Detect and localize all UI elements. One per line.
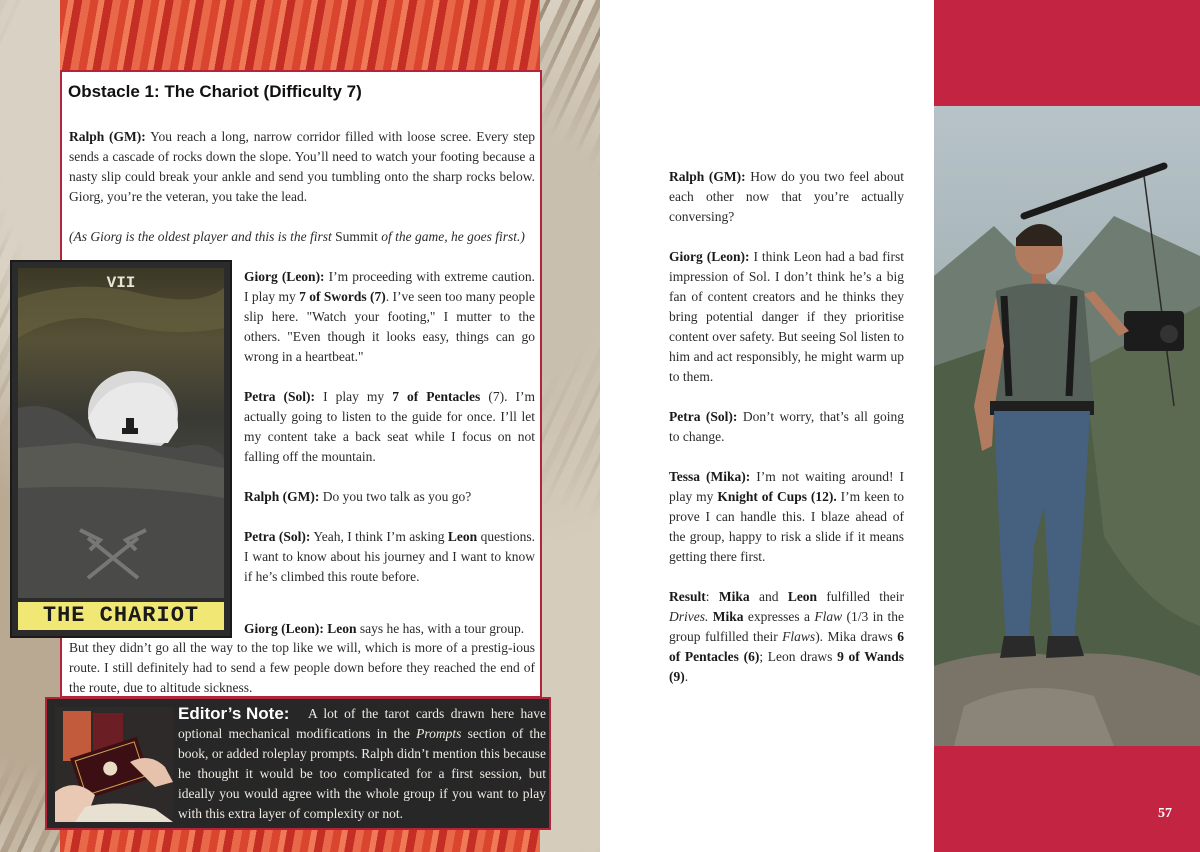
card-reference: Knight of Cups (12). <box>717 489 837 504</box>
speaker: Tessa (Mika): <box>669 469 751 484</box>
card-reference: 7 of Pentacles <box>392 389 481 404</box>
dialogue-end: questions. I want to know about his journey and I want to know if he’s climbed this route before. <box>244 529 535 584</box>
paragraph-petra-3 <box>669 407 904 447</box>
text: and <box>749 589 788 604</box>
dialogue: I’m proceeding with extreme caution. I play my <box>244 269 535 304</box>
speaker: Ralph (GM): <box>69 129 146 144</box>
paragraph-petra-2 <box>244 527 535 587</box>
result-label: Result <box>669 589 706 604</box>
tarot-card-name: THE CHARIOT <box>18 602 224 630</box>
page-number: 57 <box>1158 806 1172 821</box>
paragraph-giorg-2-cont: But they didn’t go all the way to the top like we will, which is more of a prestig-ious route. I still definitely had to send a few people down before they reached the end of the route, due to altitude sickness. <box>69 640 535 695</box>
man-with-camera-rig-image <box>934 106 1200 746</box>
name-mika: Mika <box>718 589 750 604</box>
text: . <box>684 669 689 684</box>
mountain-photographer-photo <box>934 106 1200 746</box>
paragraph-ralph-2 <box>244 487 535 507</box>
paragraph-result <box>669 587 904 687</box>
note-body: A lot of the tarot cards drawn here have optional mechanical modifications in the <box>178 706 546 741</box>
name-mika: Mika <box>708 609 744 624</box>
editors-note-title: Editor’s Note: <box>178 704 290 723</box>
speaker: Petra (Sol): <box>244 529 311 544</box>
paragraph-ralph-1 <box>69 127 535 207</box>
obstacle-title: Obstacle 1: The Chariot (Difficulty 7) <box>68 82 362 101</box>
text: : <box>705 589 719 604</box>
name-leon: Leon <box>447 529 478 544</box>
dialogue-end: . I’ve seen too many people slip here. "Watch your footing," I mutter to the others. "Even though it looks easy, things can go wrong in a heartbeat." <box>244 289 536 364</box>
text: ). Mika draws <box>815 629 898 644</box>
speaker: Giorg (Leon): <box>669 249 750 264</box>
text: expresses a <box>743 609 815 624</box>
paragraph-giorg-2-start <box>244 619 535 639</box>
dialogue: I play my <box>315 389 393 404</box>
red-rock-band-bottom <box>60 828 540 852</box>
tarot-card-art <box>18 268 224 598</box>
speaker: Petra (Sol): <box>244 389 316 404</box>
note-prompts: Prompts <box>416 726 462 741</box>
card-reference: 9 of Wands (9) <box>669 649 905 684</box>
dialogue-end: I’m keen to prove I can handle this. I blaze ahead of the group, happy to risk a slide if it means getting there first. <box>669 489 904 564</box>
card-reference: 7 of Swords (7) <box>299 289 386 304</box>
name-leon: Leon <box>787 589 818 604</box>
text: ; Leon draws <box>759 649 838 664</box>
aside-summit: Summit <box>335 229 378 244</box>
note-body-end: section of the book, or added roleplay prompts. Ralph didn’t mention this because he thought it would be too complicated for a first session, but ideally you would agree with the whole group if you want to play with this extra layer of complexity or not. <box>178 726 547 821</box>
text: fulfilled their <box>817 589 904 604</box>
speaker: Petra (Sol): <box>669 409 738 424</box>
dialogue: Yeah, I think I’m asking <box>310 529 448 544</box>
dialogue: Do you two talk as you go? <box>319 489 472 504</box>
text: (1/3 in the group fulfilled their <box>669 609 904 644</box>
aside-text-end: of the game, he goes first.) <box>377 229 525 244</box>
tarot-numeral: VII <box>106 274 136 292</box>
paragraph-giorg-1 <box>244 267 535 367</box>
speaker: Giorg (Leon): <box>244 269 325 284</box>
term-flaw: Flaw <box>814 609 843 624</box>
paragraph-petra-1 <box>244 387 535 467</box>
tarot-card-chariot <box>10 260 232 638</box>
term-flaws: Flaws <box>782 629 816 644</box>
speaker: Ralph (GM): <box>669 169 746 184</box>
dialogue-end: (7). I’m actually going to listen to the guide for once. I’ll let my content take a back seat while I focus on not falling off the mountain. <box>244 389 535 464</box>
aside-text: (As Giorg is the oldest player and this is the first <box>69 229 336 244</box>
mountain-goat-illustration <box>18 268 224 598</box>
red-rock-band-top <box>60 0 540 72</box>
dialogue: I’m not waiting around! I play my <box>669 469 904 504</box>
paragraph-aside <box>69 227 535 247</box>
paragraph-ralph-3 <box>669 167 904 227</box>
paragraph-giorg-3 <box>669 247 904 387</box>
paragraph-tessa <box>669 467 904 567</box>
tarot-hands-photo <box>55 707 173 822</box>
speaker: Ralph (GM): <box>244 489 320 504</box>
dialogue: You reach a long, narrow corridor filled with loose scree. Every step sends a cascade of rocks down the slope. You’ll need to watch your footing because a nasty slip could break your ankle and send you tumbling onto the sharp rocks below. Giorg, you’re the veteran, you take the lead. <box>69 129 536 204</box>
dialogue: How do you two feel about each other now that you’re actually conversing? <box>669 169 904 224</box>
dialogue: I think Leon had a bad first impression of Sol. I don’t think he’s a big fan of content creators and he thinks they bring potential danger if they prioritise content over safety. But seeing Sol listen to him and act responsibly, he might warm up to them. <box>669 249 904 384</box>
name-leon: Leon <box>327 621 357 636</box>
dialogue: Don’t worry, that’s all going to change. <box>669 409 904 444</box>
hands-holding-cards-image <box>55 707 173 822</box>
dialogue: says he has, with a tour group. <box>356 621 525 636</box>
speaker: Giorg (Leon): <box>244 621 324 636</box>
term-drives: Drives. <box>669 609 709 624</box>
card-reference: 6 of Pentacles (6) <box>669 629 904 664</box>
